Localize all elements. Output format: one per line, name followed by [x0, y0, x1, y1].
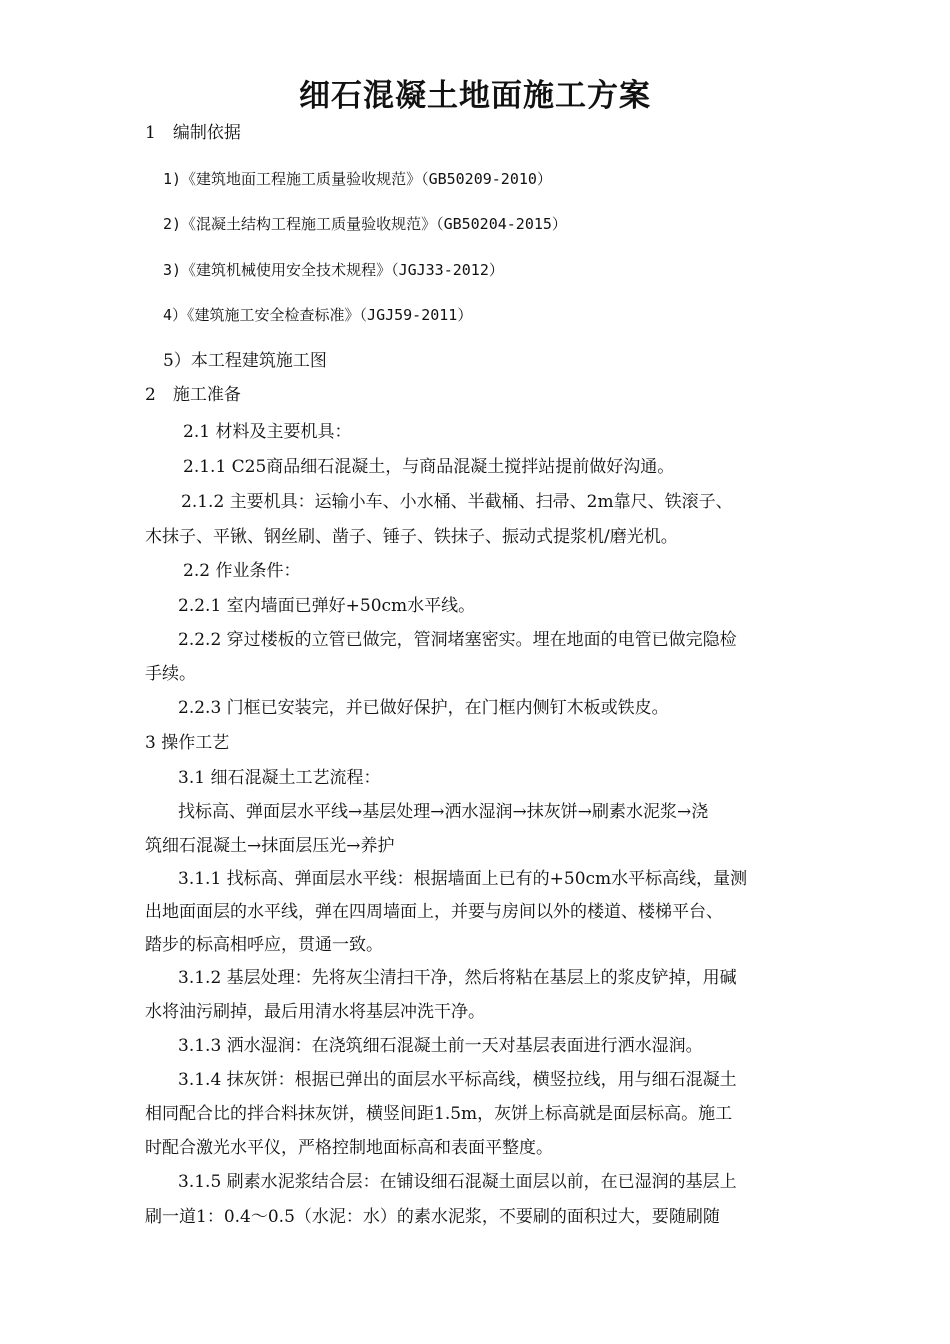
paragraph-line: 相同配合比的拌合料抹灰饼，横竖间距1.5m，灰饼上标高就是面层标高。施工	[145, 1104, 733, 1124]
document-title: 细石混凝土地面施工方案	[299, 78, 651, 114]
section-heading: 1 编制依据	[145, 123, 241, 143]
reference-item: 2)《混凝土结构工程施工质量验收规范》（GB50204-2015）	[163, 215, 567, 233]
section-heading: 2 施工准备	[145, 385, 241, 405]
reference-item: 4）《建筑施工安全检查标准》（JGJ59-2011）	[163, 306, 473, 324]
paragraph-line: 2.1.2 主要机具：运输小车、小水桶、半截桶、扫帚、2m靠尺、铁滚子、	[181, 492, 733, 512]
paragraph-line: 手续。	[145, 664, 196, 684]
paragraph-line: 找标高、弹面层水平线→基层处理→洒水湿润→抹灰饼→刷素水泥浆→浇	[178, 802, 709, 822]
paragraph-line: 3.1.2 基层处理：先将灰尘清扫干净，然后将粘在基层上的浆皮铲掉，用碱	[178, 968, 737, 988]
paragraph-line: 木抹子、平锹、钢丝刷、凿子、锤子、铁抹子、振动式提浆机/磨光机。	[145, 527, 678, 547]
paragraph-line: 水将油污刷掉，最后用清水将基层冲洗干净。	[145, 1002, 485, 1022]
subsection-heading: 2.2 作业条件：	[183, 561, 301, 581]
paragraph-line: 2.2.3 门框已安装完，并已做好保护，在门框内侧钉木板或铁皮。	[178, 698, 669, 718]
paragraph-line: 3.1.1 找标高、弹面层水平线：根据墙面上已有的+50cm水平标高线，量测	[178, 869, 748, 889]
paragraph-line: 2.2.1 室内墙面已弹好+50cm水平线。	[178, 596, 476, 616]
paragraph-line: 2.1.1 C25商品细石混凝土，与商品混凝土搅拌站提前做好沟通。	[183, 457, 675, 477]
paragraph-line: 出地面面层的水平线，弹在四周墙面上，并要与房间以外的楼道、楼梯平台、	[145, 902, 723, 922]
paragraph-line: 3.1.4 抹灰饼：根据已弹出的面层水平标高线，横竖拉线，用与细石混凝土	[178, 1070, 737, 1090]
paragraph-line: 时配合激光水平仪，严格控制地面标高和表面平整度。	[145, 1138, 553, 1158]
paragraph-line: 3.1.5 刷素水泥浆结合层：在铺设细石混凝土面层以前，在已湿润的基层上	[178, 1172, 737, 1192]
paragraph-line: 2.2.2 穿过楼板的立管已做完，管洞堵塞密实。埋在地面的电管已做完隐检	[178, 630, 737, 650]
paragraph-line: 踏步的标高相呼应，贯通一致。	[145, 935, 383, 955]
subsection-heading: 3.1 细石混凝土工艺流程：	[178, 768, 381, 788]
paragraph-line: 3.1.3 洒水湿润：在浇筑细石混凝土前一天对基层表面进行洒水湿润。	[178, 1036, 703, 1056]
reference-item: 5）本工程建筑施工图	[163, 351, 327, 371]
paragraph-line: 刷一道1：0.4～0.5（水泥：水）的素水泥浆，不要刷的面积过大，要随刷随	[145, 1207, 720, 1227]
reference-item: 3)《建筑机械使用安全技术规程》（JGJ33-2012）	[163, 261, 504, 279]
section-heading: 3 操作工艺	[145, 733, 230, 753]
reference-item: 1)《建筑地面工程施工质量验收规范》（GB50209-2010）	[163, 170, 552, 188]
subsection-heading: 2.1 材料及主要机具：	[183, 422, 352, 442]
paragraph-line: 筑细石混凝土→抹面层压光→养护	[145, 836, 395, 856]
